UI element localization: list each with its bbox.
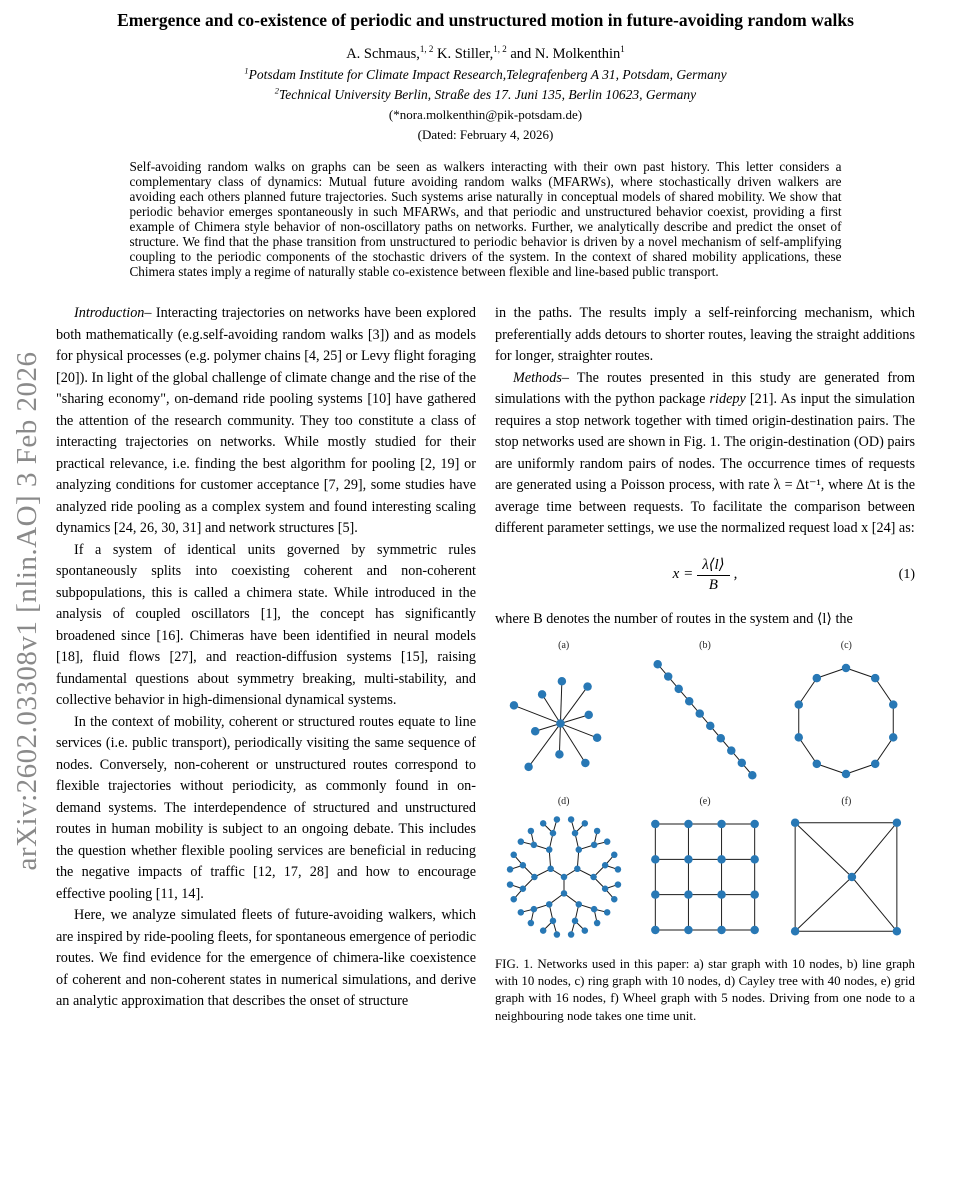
network-node	[568, 931, 575, 938]
network-node	[560, 874, 567, 881]
network-node	[581, 927, 588, 934]
network-node	[614, 881, 621, 888]
figure-panel-label: (b)	[699, 640, 711, 651]
network-node	[611, 852, 618, 859]
network-node	[684, 890, 692, 898]
network-node	[674, 685, 682, 693]
network-node	[684, 820, 692, 828]
network-node	[530, 906, 537, 913]
network-node	[517, 838, 524, 845]
network-node	[510, 852, 517, 859]
network-node	[604, 909, 611, 916]
network-node	[651, 855, 659, 863]
figure-1	[495, 640, 915, 1025]
figure-panel-label: (f)	[841, 796, 852, 807]
network-node	[517, 909, 524, 916]
network-node	[510, 896, 517, 903]
paragraph-text: The routes presented in this study are generated from simulations with the python package	[495, 369, 915, 407]
fraction-denominator: B	[708, 577, 718, 593]
network-node	[651, 890, 659, 898]
author-affil-marker: 1, 2	[493, 44, 507, 55]
network-node	[684, 926, 692, 934]
right-column	[495, 303, 915, 1025]
network-node	[848, 873, 856, 881]
equation-fraction	[697, 555, 729, 594]
affiliation-line	[56, 67, 915, 83]
paragraph-methods	[495, 368, 915, 540]
network-node	[893, 819, 901, 827]
line-graph	[637, 652, 773, 790]
network-node	[575, 846, 582, 853]
network-node	[594, 828, 601, 835]
figure-panel-cayley	[495, 796, 632, 946]
figure-panel-line	[636, 640, 773, 790]
equation-body	[673, 555, 738, 594]
network-node	[653, 660, 661, 668]
network-node	[553, 816, 560, 823]
two-column-body	[56, 303, 915, 1025]
affiliation-line	[56, 87, 915, 103]
network-node	[546, 901, 553, 908]
affiliation-text: Technical University Berlin, Straße des 17. Juni 135, Berlin 10623, Germany	[278, 87, 697, 102]
left-column	[56, 303, 476, 1025]
network-node	[531, 727, 539, 735]
network-node	[889, 733, 897, 741]
network-node	[594, 920, 601, 927]
network-node	[717, 926, 725, 934]
network-node	[557, 677, 565, 685]
equation-lhs: x =	[672, 566, 694, 582]
network-node	[706, 722, 714, 730]
network-node	[575, 901, 582, 908]
network-node	[602, 886, 609, 893]
network-node	[571, 918, 578, 925]
network-node	[602, 862, 609, 869]
author-affil-marker: 1	[620, 44, 625, 55]
network-node	[842, 664, 850, 672]
grid-graph	[637, 808, 773, 946]
network-node	[530, 842, 537, 849]
network-node	[717, 820, 725, 828]
network-node	[553, 931, 560, 938]
network-node	[584, 711, 592, 719]
network-node	[813, 674, 821, 682]
paragraph-text: Interacting trajectories on networks have been explored both mathematically (e.g.self-avoiding random walks [3]) and as models for physical processes (e.g. polymer chains [4, 25] or Levy flight foraging [20]). In light of the global challenge of climate change and the rise of the "sharing economy", on-demand ride pooling systems [10] have gathered the attention of the research community. They too constitute a class of interacting trajectories on networks. While mostly studied for their practical relevance, i.e. finding the best algorithm for pooling [2, 19] or analyzing conditions for customer acceptance [7, 29], some studies have analyzed ride pooling as a complex system and found interesting scaling dynamics [24, 26, 30, 31] and network structures [5].	[56, 305, 476, 536]
network-node	[519, 886, 526, 893]
network-node	[738, 759, 746, 767]
network-node	[684, 855, 692, 863]
network-node	[540, 927, 547, 934]
network-node	[717, 734, 725, 742]
network-node	[556, 719, 564, 727]
network-node	[685, 697, 693, 705]
figure-caption: FIG. 1. Networks used in this paper: a) star graph with 10 nodes, b) line graph with 10 nodes, c) ring graph with 10 nodes, d) Cayley tree with 40 nodes, e) grid graph with 16 nodes, f) Wheel graph with 5 nodes. Driving from one node to a neighbouring node takes one time unit.	[495, 957, 915, 1023]
equation-trailing: ,	[733, 566, 738, 582]
network-node	[750, 820, 758, 828]
figure-panel-label: (c)	[840, 640, 852, 651]
network-node	[549, 918, 556, 925]
affiliation-marker: 2	[274, 86, 279, 96]
ring-graph	[778, 652, 914, 790]
network-node	[531, 874, 538, 881]
network-node	[555, 750, 563, 758]
network-node	[748, 771, 756, 779]
network-node	[593, 734, 601, 742]
network-node	[750, 855, 758, 863]
figure-panels-grid	[495, 640, 915, 946]
section-lead-introduction: Introduction–	[74, 305, 152, 321]
network-node	[889, 700, 897, 708]
network-node	[651, 820, 659, 828]
author-name: K. Stiller,	[433, 46, 494, 62]
network-node	[574, 866, 581, 873]
network-node	[524, 763, 532, 771]
cayley-graph	[496, 808, 632, 946]
authors-line	[56, 46, 915, 63]
network-node	[546, 846, 553, 853]
equation-1	[495, 553, 915, 597]
contact-email-line: (*nora.molkenthin@pik-potsdam.de)	[388, 107, 583, 122]
fraction-numerator: λ⟨l⟩	[697, 555, 729, 576]
figure-panel-grid	[636, 796, 773, 946]
network-node	[604, 838, 611, 845]
paragraph-continuation: in the paths. The results imply a self-reinforcing mechanism, which preferentially adds detours to shorter routes, leaving the straight additions for longer, straighter routes.	[495, 305, 915, 364]
abstract: Self-avoiding random walks on graphs can be seen as walkers interacting with their own past history. This letter considers a complementary class of dynamics: Mutual future avoiding random walks (MFARWs), where stochastically driven walkers are avoiding each others planned future trajectories. Such systems arise naturally in conceptual models of shared mobility. We show that periodic behavior emerges spontaneously in such MFARWs, and that periodic and unstructured behavior coexist, providing a first example of Chimera style behavior of non-oscillatory paths on networks. Further, we analytically describe and predict the onset of structure. We find that the phase transition from unstructured to periodic behavior is driven by a novel mechanism of self-amplifying coupling to the periodic components of the stochastic drivers of the system. In the context of shared mobility applications, these Chimera states imply a regime of naturally stable co-existence between flexible and line-based public transport.	[129, 159, 842, 279]
wheel-graph	[778, 808, 914, 946]
network-node	[538, 690, 546, 698]
network-node	[519, 862, 526, 869]
network-node	[571, 830, 578, 837]
network-node	[568, 816, 575, 823]
affiliation-text: Potsdam Institute for Climate Impact Research,Telegrafenberg A 31, Potsdam, Germany	[248, 67, 727, 82]
figure-panel-wheel	[778, 796, 915, 946]
network-node	[560, 890, 567, 897]
network-node	[581, 759, 589, 767]
network-node	[791, 819, 799, 827]
network-node	[651, 926, 659, 934]
network-node	[842, 770, 850, 778]
section-lead-methods: Methods–	[513, 369, 569, 386]
network-node	[506, 866, 513, 873]
affiliation-marker: 1	[244, 66, 249, 76]
author-name: A. Schmaus,	[346, 46, 420, 62]
network-node	[750, 926, 758, 934]
network-node	[871, 674, 879, 682]
network-node	[813, 760, 821, 768]
network-node	[871, 760, 879, 768]
network-node	[547, 866, 554, 873]
paragraph-here-we: Here, we analyze simulated fleets of future-avoiding walkers, which are inspired by ride-pooling fleets, for spontaneous emergence of periodic routes. We find evidence for the emergence of chimera-like coexistence of coherent and non-coherent states in numerical simulations, and derive an analytic approximation that describes the onset of structure	[56, 907, 476, 1009]
author-affil-marker: 1, 2	[419, 44, 434, 55]
arxiv-watermark: arXiv:2602.03308v1 [nlin.AO] 3 Feb 2026	[11, 351, 43, 871]
figure-panel-label: (d)	[557, 796, 570, 807]
paragraph-chimera: If a system of identical units governed by symmetric rules spontaneously splits into coexisting coherent and non-coherent subpopulations, this is called a chimera state. While introduced in the analysis of coupled oscillators [1], the concept has significantly broadened since [16]. Chimeras have been identified in neural models [18], fluid flows [27], and reaction-diffusion systems [15], raising fundamental questions about symmetry breaking, multi-stability, and collective behavior in high-dimensional dynamical systems.	[56, 541, 476, 708]
date-line: (Dated: February 4, 2026)	[417, 127, 554, 142]
star-graph	[496, 652, 632, 790]
equation-number: (1)	[898, 566, 915, 582]
network-node	[591, 842, 598, 849]
network-node	[717, 890, 725, 898]
network-node	[717, 855, 725, 863]
network-node	[795, 733, 803, 741]
network-node	[695, 709, 703, 717]
paragraph-mobility: In the context of mobility, coherent or structured routes equate to line services (i.e. public transport), periodically visiting the same sequence of nodes. Conversely, non-coherent or unstructured routes correspond to flexible trajectories without periodicity, as commonly found in on-demand systems. The interdependence of structured and unstructured routes in human mobility is subject to an ongoing debate. This includes the question whether flexible pooling services are beneficial in reducing the negative impacts of traffic [12, 17, 28] and how to encourage effective pooling [11, 14].	[56, 713, 476, 902]
network-node	[727, 746, 735, 754]
network-node	[795, 700, 803, 708]
figure-panel-star	[495, 640, 632, 790]
paper-header	[56, 10, 915, 143]
network-node	[893, 927, 901, 935]
figure-panel-label: (a)	[558, 640, 570, 651]
network-node	[664, 672, 672, 680]
paper-title: Emergence and co-existence of periodic and unstructured motion in future-avoiding random walks	[117, 10, 854, 30]
paragraph-introduction	[56, 303, 476, 540]
network-node	[506, 881, 513, 888]
figure-panel-ring	[778, 640, 915, 790]
network-node	[540, 820, 547, 827]
network-node	[791, 927, 799, 935]
network-node	[527, 920, 534, 927]
figure-panel-label: (e)	[699, 796, 711, 807]
package-name: ridepy	[709, 391, 746, 407]
network-node	[509, 701, 517, 709]
network-node	[581, 820, 588, 827]
network-node	[611, 896, 618, 903]
author-name: and N. Molkenthin	[506, 46, 621, 62]
network-node	[583, 682, 591, 690]
network-node	[549, 830, 556, 837]
network-node	[591, 906, 598, 913]
network-node	[750, 890, 758, 898]
network-node	[527, 828, 534, 835]
paragraph-text: [21]. As input the simulation requires a stop network together with timed origin-destination pairs. The stop networks used are shown in Fig. 1. The origin-destination (OD) pairs are uniformly random pairs of nodes. The occurrence times of requests are generated using a Poisson process, with rate λ = Δt⁻¹, where Δt is the average time between requests. To facilitate the comparison between different parameter settings, we use the normalized request load x [24] as:	[495, 391, 915, 536]
paragraph-after-equation: where B denotes the number of routes in the system and ⟨l⟩ the	[495, 610, 853, 627]
network-node	[614, 866, 621, 873]
network-node	[590, 874, 597, 881]
